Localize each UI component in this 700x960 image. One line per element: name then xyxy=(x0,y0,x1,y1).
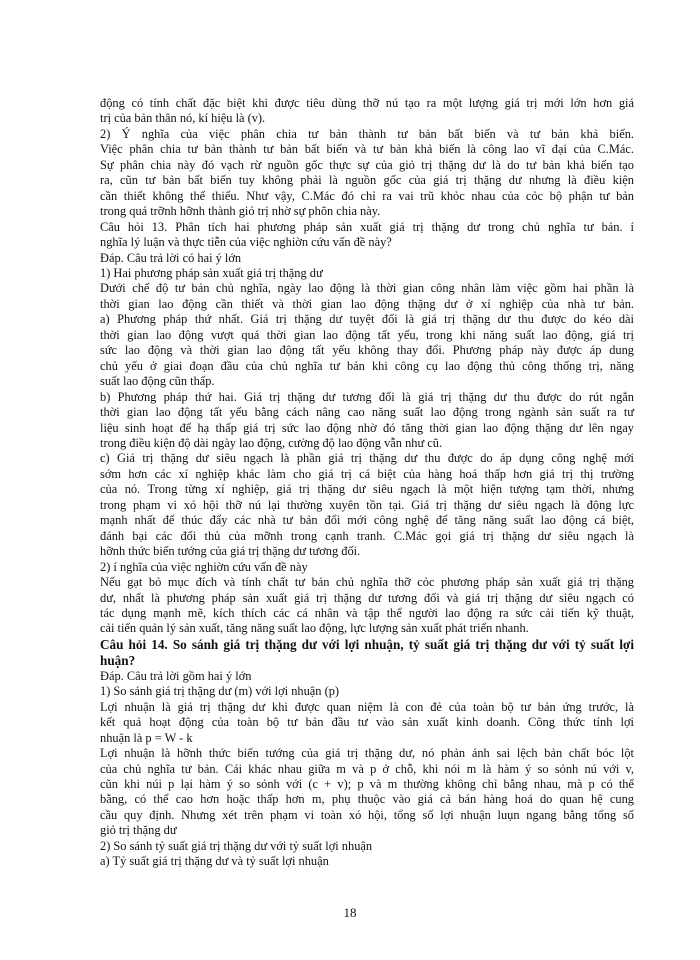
text-line: Câu hỏi 14. So sánh giá trị thặng dư với lợi nhuận, tỷ suất giá trị thặng dư với tỷ suất lợi xyxy=(100,636,634,652)
text-line: trong điều kiện độ dài ngày lao động, cường độ lao động vẫn như cũ. xyxy=(100,435,443,450)
text-line: động có tính chất đặc biệt khi được tiêu dùng thỡ nú tạo ra một lượng giá trị mới lớn hơn giá xyxy=(100,96,634,110)
text-line: cầu quy định. Nhưng xét trên phạm vi toàn xó hội, tổng số lợi nhuận luụn ngang bằng tổng số xyxy=(100,807,634,822)
text-line: kết quả hoạt động của toàn bộ tư bản đầu tư vào sản xuất kinh doanh. Công thức tính lợi xyxy=(100,715,634,730)
text-line: thời gian lao động tất yếu bằng cách nâng cao năng suất lao động trong ngành sản suất ra tư xyxy=(100,405,634,420)
text-line: trong quá trỡnh hỡnh thành giỏ trị nhờ sự phõn chia này. xyxy=(100,204,381,219)
text-line: Câu hỏi 13. Phân tích hai phương pháp sản xuất giá trị thặng dư trong chủ nghĩa tư bản. í xyxy=(100,219,634,234)
text-line: nghĩa lý luận và thực tiễn của việc nghiờn cứu vấn đề này? xyxy=(100,235,392,250)
document-body xyxy=(100,96,634,870)
text-line: sớm hơn các xí nghiệp khác làm cho giá trị cá biệt của hàng hoá thấp hơn giá trị thị trường xyxy=(100,466,634,481)
text-line: Việc phân chia tư bản thành tư bản bất biến và tư bản khả biến là công lao vĩ đại của C.Mác. xyxy=(100,142,634,157)
text-line: trị của bản thân nó, kí hiệu là (v). xyxy=(100,111,266,126)
text-line: đánh bại các đối thủ của mỡnh trong cạnh tranh. C.Mác gọi giá trị thặng dư siêu ngạch là xyxy=(100,528,634,543)
text-line: 1) Hai phương pháp sản xuất giá trị thặng dư xyxy=(100,265,323,280)
text-line: a) Phương pháp thứ nhất. Giá trị thặng dư tuyệt đối là giá trị thặng dư thu được do kéo dài xyxy=(100,312,634,327)
text-line: trong phạm vi xó hội thỡ nú lại thường xuyên tồn tại. Giá trị thặng dư siêu ngạch là động lực xyxy=(100,497,634,512)
text-line: nhuận là p = W - k xyxy=(100,730,193,745)
text-line: a) Tỷ suất giá trị thặng dư và tỷ suất lợi nhuận xyxy=(100,854,329,869)
text-line: Lợi nhuận là giá trị thặng dư khi được quan niệm là con đẻ của toàn bộ tư bản ứng trước, là xyxy=(100,699,634,714)
text-line: Đáp. Câu trả lời gồm hai ý lớn xyxy=(100,668,252,683)
text-line: 2) Ý nghĩa của việc phân chia tư bản thành tư bản bất biến và tư bản khả biến. xyxy=(100,126,634,141)
text-line: 2) So sánh tỷ suất giá trị thặng dư với tỷ suất lợi nhuận xyxy=(100,838,373,853)
text-line: của chủ nghĩa tư bản. Cái khác nhau giữa m và p ở chỗ, khi nói m là hàm ý so sỏnh nú với v, xyxy=(100,761,634,776)
text-line: giỏ trị thặng dư xyxy=(100,823,177,838)
page-number: 18 xyxy=(343,905,357,920)
text-line: thời gian lao động vượt quá thời gian lao động tất yếu, trong khi năng suất lao động, giá trị xyxy=(100,327,634,342)
text-line: Nếu gạt bỏ mục đích và tính chất tư bản chủ nghĩa thỡ cỏc phương pháp sản xuất giá trị thặng xyxy=(100,575,634,590)
text-line: suất lao động cũn thấp. xyxy=(100,374,215,389)
text-line: Đáp. Câu trả lời có hai ý lớn xyxy=(100,250,242,265)
text-line: 1) So sánh giá trị thặng dư (m) với lợi nhuận (p) xyxy=(100,684,340,699)
text-line: Lợi nhuận là hỡnh thức biến tướng của giá trị thặng dư, nó phản ánh sai lệch bản chất bóc lột xyxy=(100,746,634,761)
text-line: cũn khi núi p lại hàm ý so sỏnh với (c + v); p và m thường không chỉ bằng nhau, mà p có thể xyxy=(100,777,634,792)
text-line: hỡnh thức biến tướng của giá trị thặng dư tương đối. xyxy=(100,544,361,559)
text-line: Sự phân chia này đó vạch rừ nguồn gốc thực sự của giỏ trị thặng dư là do tư bản khả biến tạo xyxy=(100,157,634,172)
text-line: liệu sinh hoạt để hạ thấp giá trị sức lao động nhờ đó tăng thời gian lao động thặng dư lên ngay xyxy=(100,420,634,435)
text-line: dư, nhất là phương pháp sản xuất giá trị thặng dư tương đối và giá trị thặng dư siêu ngạch có xyxy=(100,590,634,605)
text-line: ra, cũn tư bản bất biến tuy không phải là nguồn gốc của giá trị thặng dư nhưng là điều kiện xyxy=(100,173,634,188)
text-line: cần thiết không thể thiếu. Như vậy, C.Mác đó chỉ ra vai trũ khỏc nhau của cỏc bộ phận tư bản xyxy=(100,188,634,203)
text-line: 2) í nghĩa của việc nghiờn cứu vấn đề này xyxy=(100,559,308,574)
text-line: tác dụng mạnh mẽ, kích thích các cá nhân và tập thể người lao động ra sức cải tiến kỹ thuật, xyxy=(100,605,634,620)
text-line: Dưới chế độ tư bản chủ nghĩa, ngày lao động là thời gian công nhân làm việc gồm hai phần là xyxy=(100,281,634,296)
text-line: của nó. Trong từng xí nghiệp, giá trị thặng dư siêu ngạch là một hiện tượng tạm thời, nhưng xyxy=(100,482,634,497)
text-line: sức lao động và thời gian lao động tất yếu không thay đổi. Phương pháp này được áp dung xyxy=(100,343,634,358)
text-line: mạnh nhất để thúc đẩy các nhà tư bản đổi mới công nghệ để tăng năng suất lao động cá biệt, xyxy=(100,513,634,528)
text-line: chủ yếu ở giai đoạn đầu của chủ nghĩa tư bản khi công cụ lao động thủ công thống trị, năng xyxy=(100,358,634,373)
text-line: b) Phương pháp thứ hai. Giá trị thặng dư tương đối là giá trị thặng dư thu được do rút ngắn xyxy=(100,389,634,404)
text-line: cải tiến quản lý sản xuất, tăng năng suất lao động, lực lượng sản xuất phát triển nhanh. xyxy=(100,621,529,636)
text-line: bằng, có thể cao hơn hoặc thấp hơn m, phụ thuộc vào giá cả bán hàng hoá do quan hệ cung xyxy=(100,792,634,807)
text-line: thời gian lao động cần thiết và thời gian lao động thặng dư ở xí nghiệp của nhà tư bản. xyxy=(100,296,634,311)
text-line: huận? xyxy=(100,652,136,668)
text-line: c) Giá trị thặng dư siêu ngạch là phần giá trị thặng dư thu được do áp dụng công nghệ mới xyxy=(100,451,634,466)
